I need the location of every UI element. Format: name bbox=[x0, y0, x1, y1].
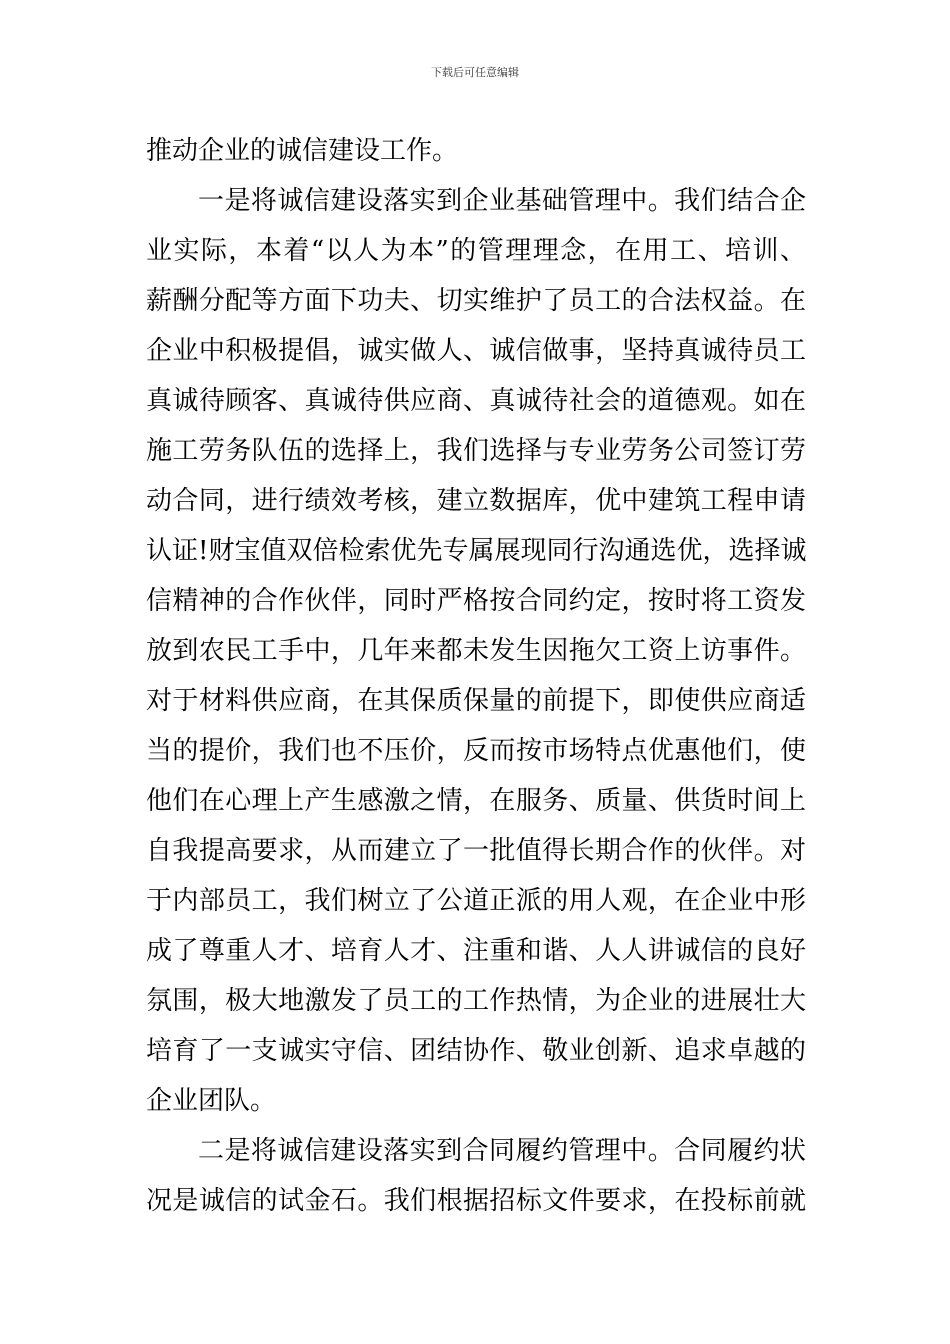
text-line: 动合同，进行绩效考核，建立数据库，优中建筑工程申请 bbox=[146, 486, 806, 516]
document-body bbox=[146, 126, 806, 1226]
text-line: 成了尊重人才、培育人才、注重和谐、人人讲诚信的良好 bbox=[146, 936, 806, 966]
text-line: 施工劳务队伍的选择上，我们选择与专业劳务公司签订劳 bbox=[146, 436, 806, 466]
paragraph-first-line: 一是将诚信建设落实到企业基础管理中。我们结合企 bbox=[198, 186, 806, 216]
paragraph-first-line: 二是将诚信建设落实到合同履约管理中。合同履约状 bbox=[198, 1136, 806, 1166]
text-line: 薪酬分配等方面下功夫、切实维护了员工的合法权益。在 bbox=[146, 286, 806, 316]
page-header: 下载后可任意编辑 bbox=[431, 66, 519, 79]
text-line: 于内部员工，我们树立了公道正派的用人观，在企业中形 bbox=[146, 886, 806, 916]
text-line: 放到农民工手中，几年来都未发生因拖欠工资上访事件。 bbox=[146, 636, 806, 666]
paragraph-last-line: 企业团队。 bbox=[146, 1086, 277, 1116]
text-line: 业实际，本着“以人为本”的管理理念，在用工、培训、 bbox=[146, 236, 806, 266]
text-line: 况是诚信的试金石。我们根据招标文件要求，在投标前就 bbox=[146, 1186, 806, 1216]
text-line: 他们在心理上产生感激之情，在服务、质量、供货时间上 bbox=[146, 786, 806, 816]
text-line: 自我提高要求，从而建立了一批值得长期合作的伙伴。对 bbox=[146, 836, 806, 866]
text-line: 对于材料供应商，在其保质保量的前提下，即使供应商适 bbox=[146, 686, 806, 716]
text-line: 真诚待顾客、真诚待供应商、真诚待社会的道德观。如在 bbox=[146, 386, 806, 416]
text-line: 企业中积极提倡，诚实做人、诚信做事，坚持真诚待员工 bbox=[146, 336, 806, 366]
text-line: 信精神的合作伙伴，同时严格按合同约定，按时将工资发 bbox=[146, 586, 806, 616]
text-line: 推动企业的诚信建设工作。 bbox=[146, 136, 459, 166]
text-line: 氛围，极大地激发了员工的工作热情，为企业的进展壮大 bbox=[146, 986, 806, 1016]
text-line: 当的提价，我们也不压价，反而按市场特点优惠他们，使 bbox=[146, 736, 806, 766]
text-line: 认证!财宝值双倍检索优先专属展现同行沟通选优，选择诚 bbox=[146, 536, 807, 566]
text-line: 培育了一支诚实守信、团结协作、敬业创新、追求卓越的 bbox=[146, 1036, 806, 1066]
